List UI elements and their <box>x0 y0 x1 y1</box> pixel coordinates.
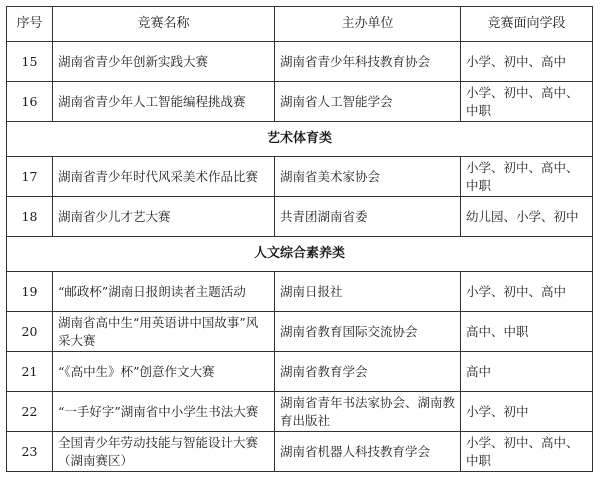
table-row <box>7 42 593 82</box>
row-index: 18 <box>7 197 53 237</box>
row-organizer: 湖南省教育国际交流协会 <box>275 312 461 352</box>
row-school-level: 小学、初中、高中 <box>461 42 593 82</box>
row-index: 23 <box>7 432 53 472</box>
row-index: 21 <box>7 352 53 392</box>
header-school-level: 竞赛面向学段 <box>461 7 593 42</box>
table-row <box>7 82 593 122</box>
row-school-level: 小学、初中、高中、中职 <box>461 157 593 197</box>
row-competition-name: 湖南省青少年创新实践大赛 <box>53 42 275 82</box>
table-row <box>7 312 593 352</box>
row-school-level: 小学、初中、高中、中职 <box>461 432 593 472</box>
header-index: 序号 <box>7 7 53 42</box>
row-index: 15 <box>7 42 53 82</box>
row-school-level: 小学、初中、高中、中职 <box>461 82 593 122</box>
row-organizer: 湖南省青年书法家协会、湖南教育出版社 <box>275 392 461 432</box>
row-index: 17 <box>7 157 53 197</box>
table-header-row <box>7 7 593 42</box>
table-row <box>7 392 593 432</box>
section-title: 艺术体育类 <box>7 122 593 157</box>
row-organizer: 湖南省青少年科技教育协会 <box>275 42 461 82</box>
competition-table <box>6 6 593 472</box>
table-row <box>7 352 593 392</box>
row-index: 19 <box>7 272 53 312</box>
row-organizer: 湖南日报社 <box>275 272 461 312</box>
section-title: 人文综合素养类 <box>7 237 593 272</box>
row-school-level: 高中、中职 <box>461 312 593 352</box>
row-competition-name: 湖南省青少年时代风采美术作品比赛 <box>53 157 275 197</box>
row-competition-name: “《高中生》杯”创意作文大赛 <box>53 352 275 392</box>
section-row-humanities <box>7 237 593 272</box>
table-row <box>7 432 593 472</box>
section-row-arts-sports <box>7 122 593 157</box>
row-competition-name: 湖南省青少年人工智能编程挑战赛 <box>53 82 275 122</box>
row-competition-name: 全国青少年劳动技能与智能设计大赛（湖南赛区） <box>53 432 275 472</box>
row-school-level: 高中 <box>461 352 593 392</box>
header-organizer: 主办单位 <box>275 7 461 42</box>
row-organizer: 湖南省教育学会 <box>275 352 461 392</box>
row-competition-name: “邮政杯”湖南日报朗读者主题活动 <box>53 272 275 312</box>
row-school-level: 小学、初中、高中 <box>461 272 593 312</box>
table-row <box>7 272 593 312</box>
table-row <box>7 197 593 237</box>
row-index: 16 <box>7 82 53 122</box>
row-organizer: 湖南省美术家协会 <box>275 157 461 197</box>
row-competition-name: “一手好字”湖南省中小学生书法大赛 <box>53 392 275 432</box>
row-competition-name: 湖南省高中生“用英语讲中国故事”风采大赛 <box>53 312 275 352</box>
row-organizer: 共青团湖南省委 <box>275 197 461 237</box>
row-school-level: 幼儿园、小学、初中 <box>461 197 593 237</box>
table-row <box>7 157 593 197</box>
row-school-level: 小学、初中 <box>461 392 593 432</box>
row-organizer: 湖南省机器人科技教育学会 <box>275 432 461 472</box>
row-competition-name: 湖南省少儿才艺大赛 <box>53 197 275 237</box>
row-organizer: 湖南省人工智能学会 <box>275 82 461 122</box>
row-index: 22 <box>7 392 53 432</box>
header-competition-name: 竞赛名称 <box>53 7 275 42</box>
row-index: 20 <box>7 312 53 352</box>
